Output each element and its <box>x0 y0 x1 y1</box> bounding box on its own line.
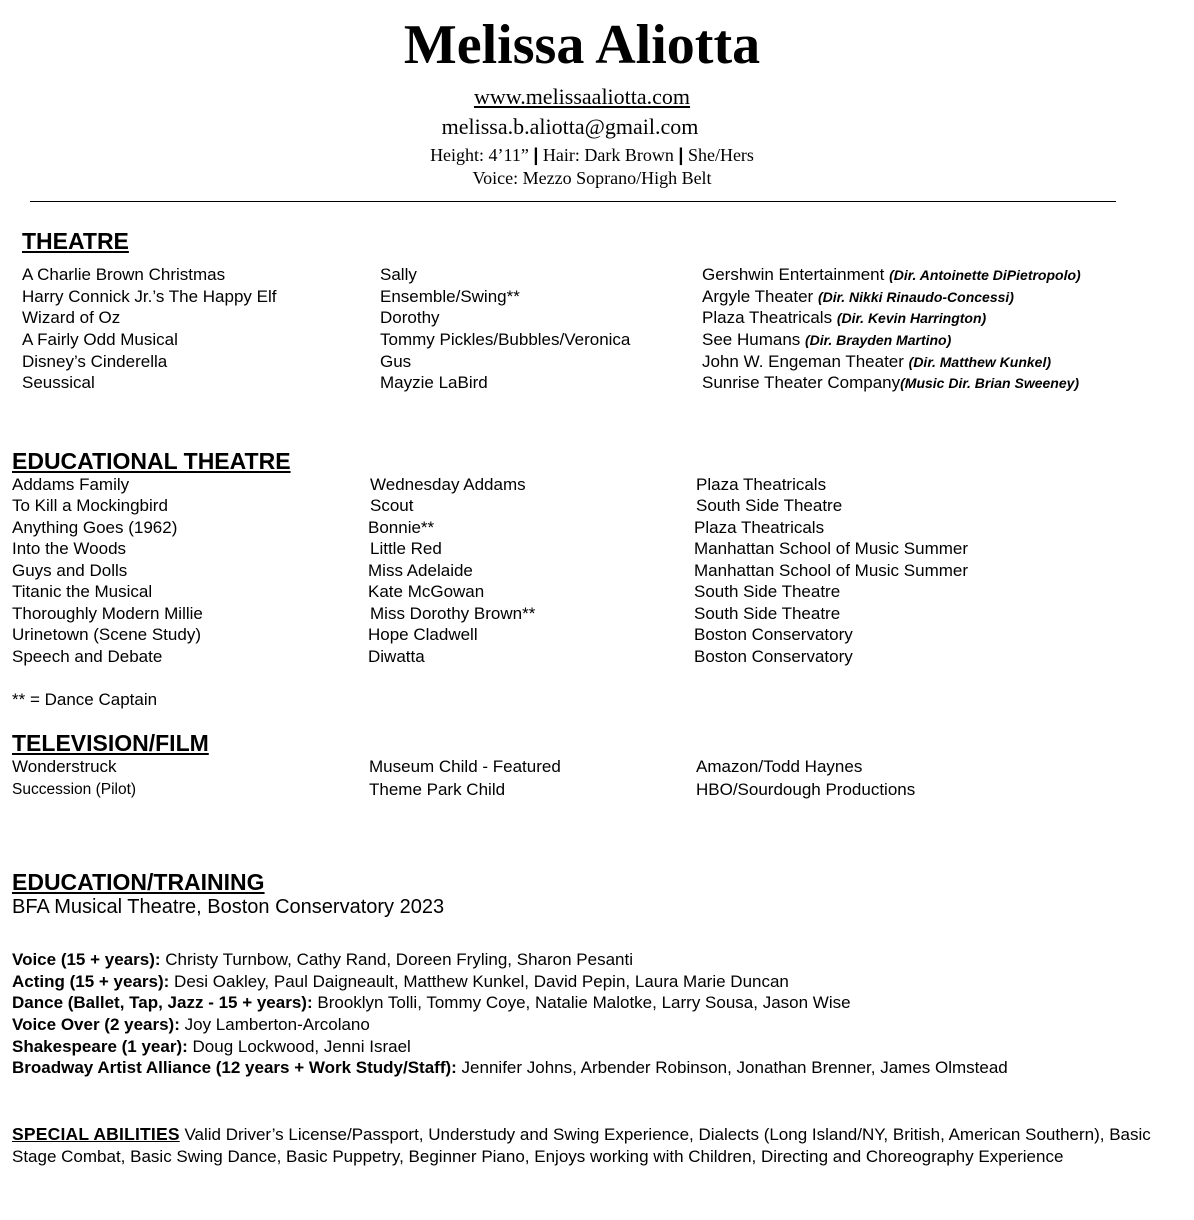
company-name: Argyle Theater <box>702 287 814 306</box>
theatre-role: Dorothy <box>380 308 440 327</box>
training-item <box>12 971 789 993</box>
theatre-company <box>702 307 986 330</box>
edu-venue: South Side Theatre <box>696 496 843 515</box>
edu-role: Wednesday Addams <box>370 475 526 494</box>
header-divider <box>30 201 1116 202</box>
theatre-role: Ensemble/Swing** <box>380 287 520 306</box>
theatre-show: Wizard of Oz <box>22 308 121 327</box>
training-label: Voice Over (2 years): <box>12 1015 180 1034</box>
separator: | <box>678 145 684 165</box>
tv-credit: Amazon/Todd Haynes <box>696 757 863 776</box>
edu-show: Speech and Debate <box>12 647 163 666</box>
edu-venue: Plaza Theatricals <box>696 475 827 494</box>
training-item <box>12 992 851 1014</box>
director-credit: (Dir. Kevin Harrington) <box>836 310 987 326</box>
separator: | <box>533 145 539 165</box>
training-label: Shakespeare (1 year): <box>12 1037 188 1056</box>
training-teachers: Doug Lockwood, Jenni Israel <box>192 1037 411 1056</box>
theatre-company <box>702 286 1014 309</box>
theatre-company <box>702 351 1051 374</box>
edu-role: Miss Dorothy Brown** <box>370 604 536 623</box>
edu-venue: Manhattan School of Music Summer <box>694 561 969 580</box>
height-value: Height: 4’11” <box>430 145 529 165</box>
theatre-show: Harry Connick Jr.’s The Happy Elf <box>22 287 277 306</box>
edu-role: Miss Adelaide <box>368 561 473 580</box>
theatre-company <box>702 329 951 352</box>
director-credit: (Dir. Nikki Rinaudo-Concessi) <box>817 289 1014 305</box>
edu-role: Hope Cladwell <box>368 625 478 644</box>
theatre-role: Sally <box>380 265 417 284</box>
voice-type: Voice: Mezzo Soprano/High Belt <box>472 168 712 188</box>
edu-venue: Boston Conservatory <box>694 647 853 666</box>
company-name: See Humans <box>702 330 801 349</box>
training-label: Dance (Ballet, Tap, Jazz - 15 + years): <box>12 993 313 1012</box>
tv-role: Theme Park Child <box>369 780 506 799</box>
edu-venue: Manhattan School of Music Summer <box>694 539 969 558</box>
edu-role: Diwatta <box>368 647 425 666</box>
theatre-show: Seussical <box>22 373 95 392</box>
edu-role: Bonnie** <box>368 518 435 537</box>
training-item <box>12 1036 411 1058</box>
special-abilities-heading: SPECIAL ABILITIES <box>12 1124 180 1144</box>
edu-venue: South Side Theatre <box>694 604 841 623</box>
training-teachers: Brooklyn Tolli, Tommy Coye, Natalie Malotke, Larry Sousa, Jason Wise <box>317 993 851 1012</box>
dance-captain-footnote: ** = Dance Captain <box>12 690 158 709</box>
special-abilities-text: Valid Driver’s License/Passport, Understudy and Swing Experience, Dialects (Long Island/NY, British, American Southern), Basic Stage Combat, Basic Swing Dance, Basic Puppetry, Beginner Piano, Enjoys working with Children, Directing and Choreography Experience <box>12 1125 1151 1166</box>
edu-show: Titanic the Musical <box>12 582 153 601</box>
edu-show: Urinetown (Scene Study) <box>12 625 201 644</box>
theatre-company <box>702 264 1081 287</box>
resume-name: Melissa Aliotta <box>403 14 761 76</box>
training-teachers: Jennifer Johns, Arbender Robinson, Jonathan Brenner, James Olmstead <box>461 1058 1008 1077</box>
training-label: Broadway Artist Alliance (12 years + Work Study/Staff): <box>12 1058 457 1077</box>
edu-show: Into the Woods <box>12 539 127 558</box>
theatre-show: A Fairly Odd Musical <box>22 330 178 349</box>
degree: BFA Musical Theatre, Boston Conservatory 2023 <box>12 896 445 918</box>
theatre-show: Disney’s Cinderella <box>22 352 168 371</box>
director-credit: (Dir. Brayden Martino) <box>805 332 952 348</box>
special-abilities <box>12 1123 1172 1168</box>
edu-show: Anything Goes (1962) <box>12 518 178 537</box>
training-teachers: Christy Turnbow, Cathy Rand, Doreen Fryling, Sharon Pesanti <box>165 950 633 969</box>
edu-show: Guys and Dolls <box>12 561 128 580</box>
training-label: Voice (15 + years): <box>12 950 161 969</box>
theatre-role: Mayzie LaBird <box>380 373 488 392</box>
company-name: Sunrise Theater Company <box>702 373 901 392</box>
training-label: Acting (15 + years): <box>12 972 170 991</box>
training-item <box>12 949 633 971</box>
theatre-role: Gus <box>380 352 412 371</box>
training-item <box>12 1057 1008 1079</box>
training-teachers: Desi Oakley, Paul Daigneault, Matthew Kunkel, David Pepin, Laura Marie Duncan <box>174 972 789 991</box>
television-film-heading: TELEVISION/FILM <box>12 730 209 756</box>
theatre-role: Tommy Pickles/Bubbles/Veronica <box>380 330 631 349</box>
tv-title: Wonderstruck <box>12 757 117 776</box>
tv-credit: HBO/Sourdough Productions <box>696 780 916 799</box>
director-credit: (Music Dir. Brian Sweeney) <box>900 375 1080 391</box>
theatre-company <box>702 372 1079 395</box>
theatre-heading: THEATRE <box>22 228 129 254</box>
edu-venue: South Side Theatre <box>694 582 841 601</box>
edu-role: Scout <box>370 496 414 515</box>
physical-stats <box>10 145 1174 166</box>
training-item <box>12 1014 370 1036</box>
edu-venue: Boston Conservatory <box>694 625 853 644</box>
edu-role: Kate McGowan <box>368 582 485 601</box>
edu-role: Little Red <box>370 539 442 558</box>
training-teachers: Joy Lamberton-Arcolano <box>184 1015 370 1034</box>
edu-venue: Plaza Theatricals <box>694 518 825 537</box>
edu-show: Addams Family <box>12 475 130 494</box>
educational-theatre-heading: EDUCATIONAL THEATRE <box>12 448 291 474</box>
company-name: John W. Engeman Theater <box>702 352 904 371</box>
director-credit: (Dir. Antoinette DiPietropolo) <box>889 267 1081 283</box>
email-address[interactable]: melissa.b.aliotta@gmail.com <box>441 114 699 139</box>
tv-title: Succession (Pilot) <box>12 781 137 798</box>
edu-show: Thoroughly Modern Millie <box>12 604 203 623</box>
director-credit: (Dir. Matthew Kunkel) <box>908 354 1052 370</box>
pronouns-value: She/Hers <box>687 145 754 165</box>
company-name: Plaza Theatricals <box>702 308 833 327</box>
hair-value: Hair: Dark Brown <box>542 145 674 165</box>
tv-role: Museum Child - Featured <box>369 757 561 776</box>
education-heading: EDUCATION/TRAINING <box>12 869 265 895</box>
company-name: Gershwin Entertainment <box>702 265 885 284</box>
edu-show: To Kill a Mockingbird <box>12 496 168 515</box>
website-link[interactable]: www.melissaaliotta.com <box>473 84 691 109</box>
theatre-show: A Charlie Brown Christmas <box>22 265 226 284</box>
